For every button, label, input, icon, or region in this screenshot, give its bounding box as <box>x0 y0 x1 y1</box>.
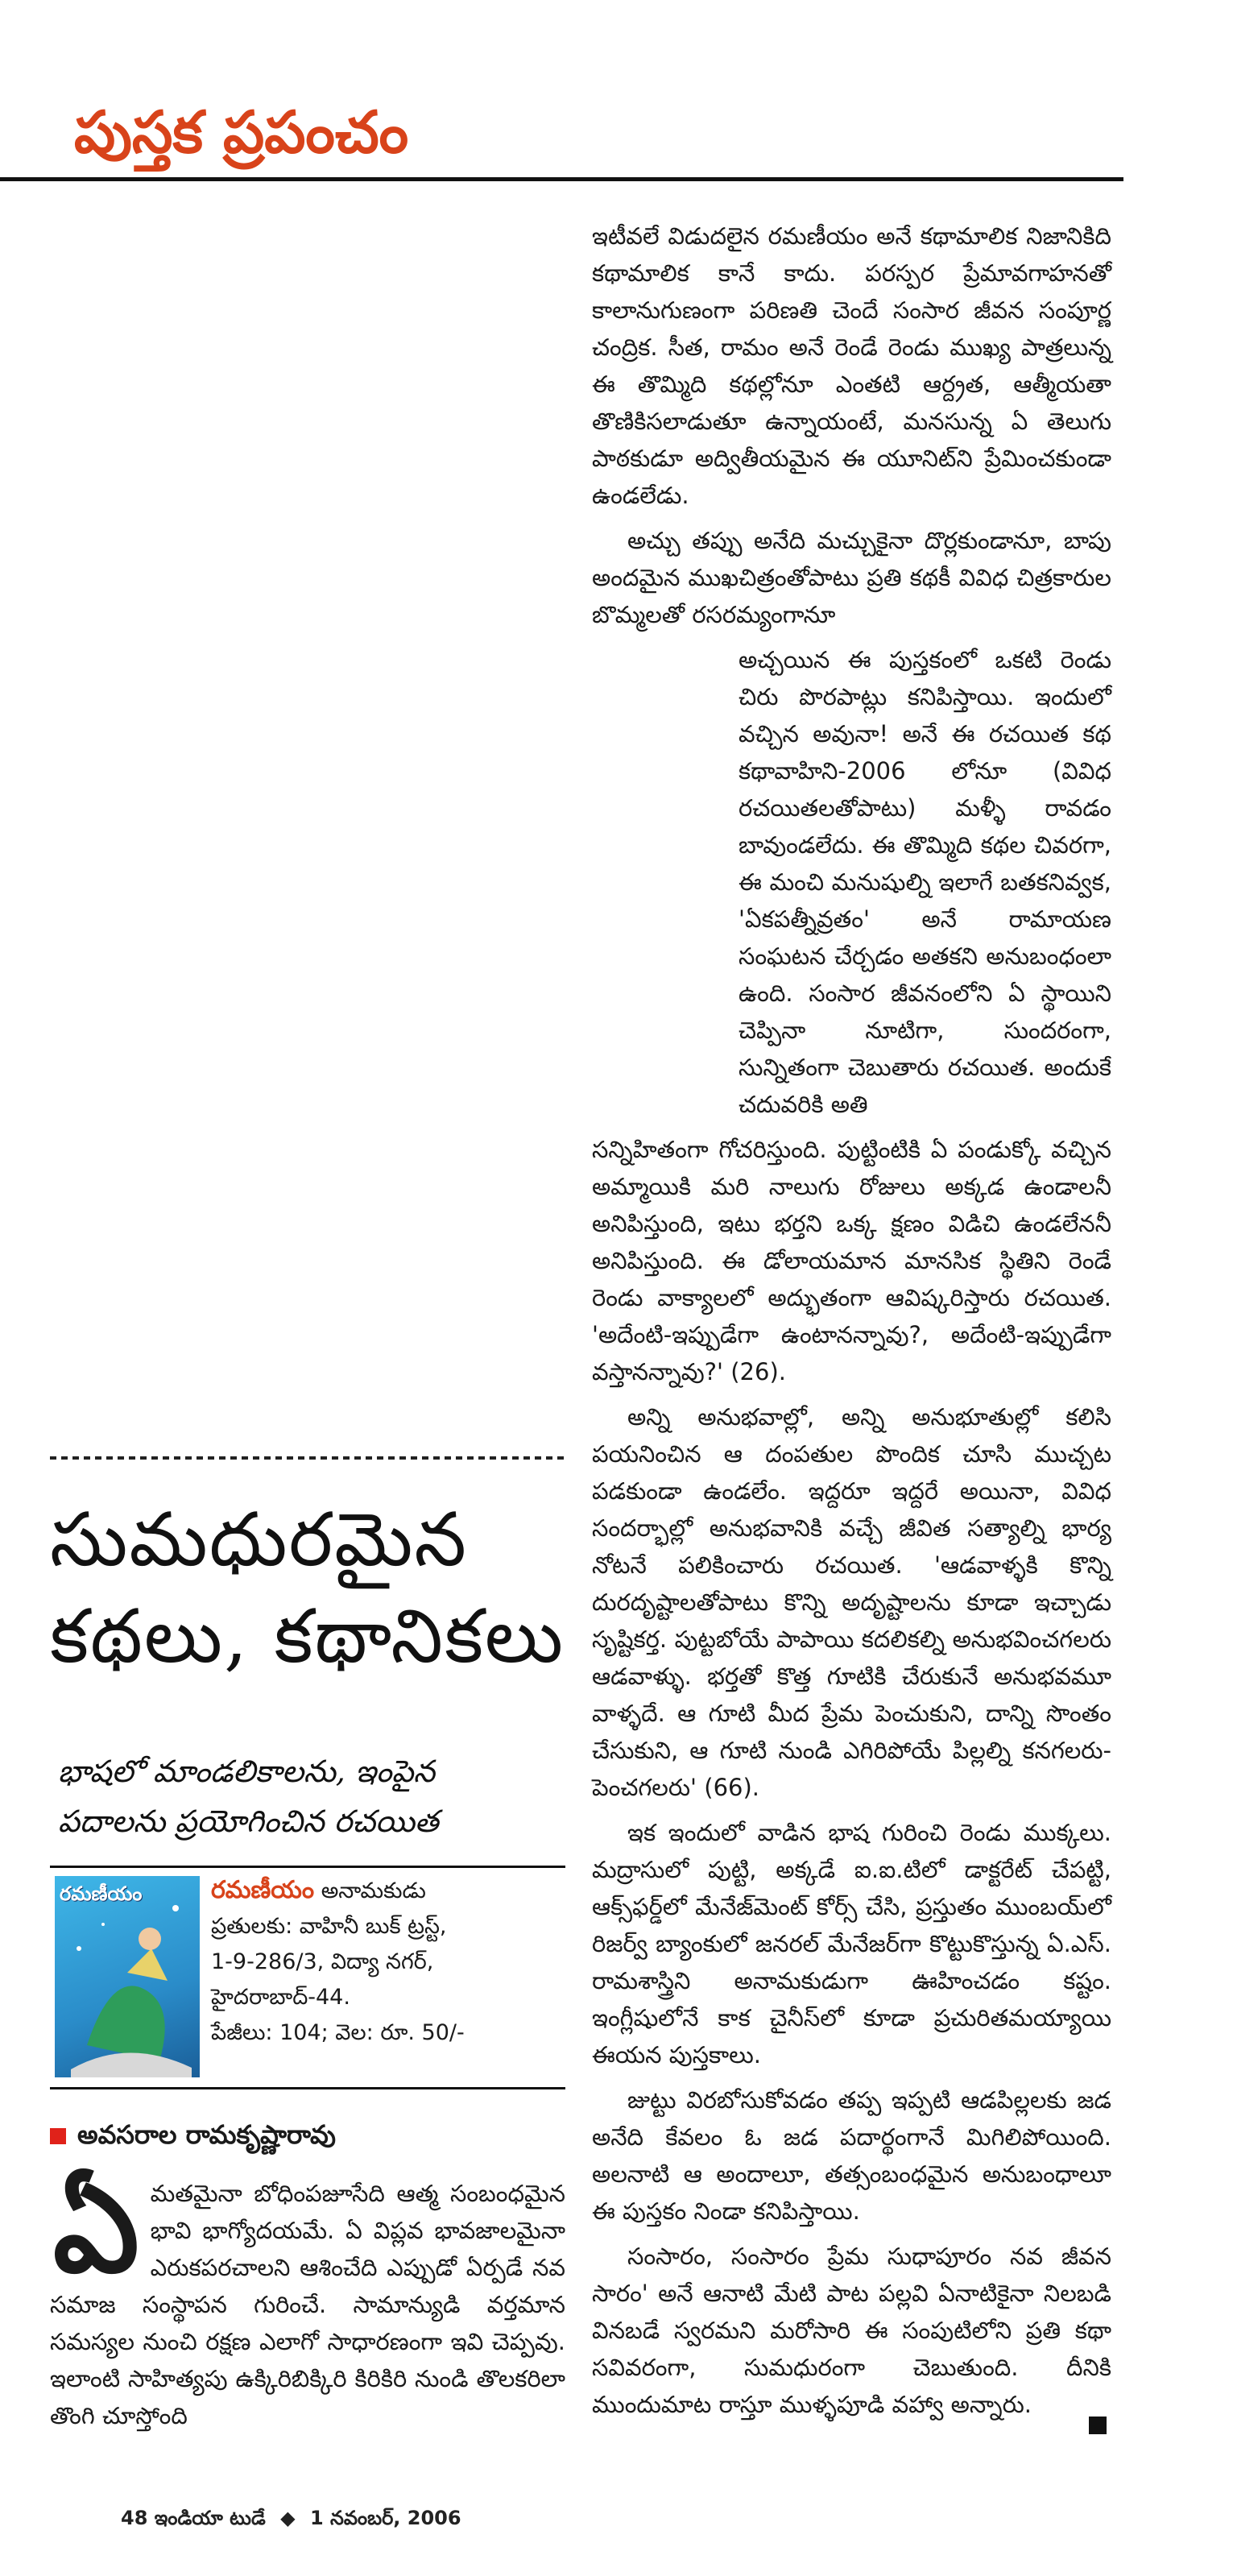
book-cover-image <box>55 1876 200 2077</box>
paragraph-6: ఇక ఇందులో వాడిన భాష గురించి రెండు ముక్కలు. మద్రాసులో పుట్టి, అక్కడే ఐ.ఐ.టిలో డాక్టరేట్ చేపట్టి, ఆక్స్‌ఫర్డ్‌లో మేనేజ్‌మెంట్ కోర్స్ చేసి, ప్రస్తుతం ముంబయ్‌లో రిజర్వ్ బ్యాంకులో జనరల్ మేనేజర్‌గా కొట్టుకొస్తున్న ఏ.ఎస్. రామశాస్త్రిని అనామకుడుగా ఊహించడం కష్టం. ఇంగ్లీషులోనే కాక చైనీస్‌లో కూడా ప్రచురితమయ్యాయి ఈయన పుస్తకాలు. <box>592 1819 1111 2069</box>
paragraph-4: సన్నిహితంగా గోచరిస్తుంది. పుట్టింటికి ఏ పండుక్కో వచ్చిన అమ్మాయికి మరి నాలుగు రోజులు అక్కడ ఉండాలనీ అనిపిస్తుంది, ఇటు భర్తని ఒక్క క్షణం విడిచి ఉండలేననీ అనిపిస్తుంది. ఈ డోలాయమాన మానసిక స్థితిని రెండే రెండు వాక్యాలలో అద్భుతంగా ఆవిష్కరిస్తారు రచయిత. 'అదేంటి-ఇప్పుడేగా ఉంటానన్నావు?, అదేంటి-ఇప్పుడేగా వస్తానన్నావు?' (26). <box>592 1136 1111 1385</box>
drop-cap: ఏ <box>53 2158 139 2300</box>
book-cover-title: రమణీయం <box>60 1882 143 1905</box>
section-title: పుస్తక ప్రపంచం <box>74 98 409 166</box>
book-address-2: హైదరాబాద్-44. <box>211 1985 350 2010</box>
book-address-1: 1-9-286/3, విద్యా నగర్, <box>211 1949 434 1974</box>
diamond-icon: ◆ <box>280 2507 296 2529</box>
magazine-name: ఇండియా టుడే <box>154 2507 266 2529</box>
page-footer <box>121 2507 461 2534</box>
paragraph-5: అన్ని అనుభవాల్లో, అన్ని అనుభూతుల్లో కలిసి పయనించిన ఆ దంపతుల పొందిక చూసి ముచ్చట పడకుండా ఉండలేం. ఇద్దరూ ఇద్దరే అయినా, వివిధ సందర్భాల్లో అనుభవానికి వచ్చే జీవిత సత్యాల్ని భార్య నోటనే పలికించారు రచయిత. 'ఆడవాళ్ళకి కొన్ని దురదృష్టాలతోపాటు కొన్ని అదృష్టాలను కూడా ఇచ్చాడు సృష్టికర్త. పుట్టబోయే పాపాయి కదలికల్ని అనుభవించగలరు ఆడవాళ్ళు. భర్తతో కొత్త గూటికి చేరుకునే అనుభవమూ వాళ్ళదే. ఆ గూటి మీద ప్రేమ పెంచుకుని, దాన్ని సొంతం చేసుకుని, ఆ గూటి నుండి ఎగిరిపోయే పిల్లల్ని కనగలరు-పెంచగలరు' (66). <box>592 1403 1111 1801</box>
headline-line-2: కథలు, కథానికలు <box>50 1593 565 1679</box>
cover-illustration <box>55 1876 200 2077</box>
book-pages-price: పేజీలు: 104; వెల: రూ. 50/- <box>211 2020 465 2045</box>
end-mark-icon <box>1089 2417 1107 2434</box>
book-author: అనామకుడు <box>321 1878 426 1903</box>
subheadline <box>58 1746 557 1846</box>
header-rule <box>0 177 1123 181</box>
subhead-line-1: భాషలో మాండలికాలను, ఇంపైన <box>58 1754 436 1789</box>
subhead-line-2: పదాలను ప్రయోగించిన రచయిత <box>58 1804 439 1839</box>
headline-line-1: సుమధురమైన <box>50 1497 469 1583</box>
paragraph-8: సంసారం, సంసారం ప్రేమ సుధాపూరం నవ జీవన సారం' అనే ఆనాటి మేటి పాట పల్లవి ఏనాటికైనా నిలబడి వినబడే స్వరమని మరోసారి ఈ సంపుటిలోని ప్రతి కథా సవివరంగా, సుమధురంగా చెబుతుంది. దీనికి ముందుమాట రాస్తూ ముళ్ళపూడి వహ్వా అన్నారు. <box>592 2243 1111 2418</box>
paragraph-7: జుట్టు విరబోసుకోవడం తప్ప ఇప్పటి ఆడపిల్లలకు జడ అనేది కేవలం ఓ జడ పదార్థంగానే మిగిలిపోయింది. అలనాటి ఆ అందాలూ, తత్సంబంధమైన అనుబంధాలూ ఈ పుస్తకం నిండా కనిపిస్తాయి. <box>592 2086 1111 2225</box>
paragraph-3: అచ్చయిన ఈ పుస్తకంలో ఒకటి రెండు చిరు పొరపాట్లు కనిపిస్తాయి. ఇందులో వచ్చిన అవునా! అనే ఈ రచయిత కథ కథావాహిని-2006 లోనూ (వివిధ రచయితలతోపాటు) మళ్ళీ రావడం బావుండలేదు. ఈ తొమ్మిది కథల చివరగా, ఈ మంచి మనుషుల్ని ఇలాగే బతకనివ్వక, 'ఏకపత్నీవ్రతం' అనే రామాయణ సంఘటన చేర్చడం అతకని అనుబంధంలా ఉంది. సంసార జీవనంలోని ఏ స్థాయిని చెప్పినా నూటిగా, సుందరంగా, సున్నితంగా చెబుతారు రచయిత. అందుకే చదువరికి అతి <box>739 646 1111 1118</box>
article-right-column <box>592 217 1111 2431</box>
book-details <box>211 1873 559 2051</box>
bullet-square-icon <box>50 2128 66 2144</box>
book-title: రమణీయం <box>211 1876 315 1904</box>
feature-divider <box>50 1456 565 1460</box>
paragraph-1: ఇటీవలే విడుదలైన రమణీయం అనే కథామాలిక నిజానికిది కథామాలిక కానే కాదు. పరస్పర ప్రేమావగాహనతో కాలానుగుణంగా పరిణతి చెందే సంసార జీవన సంపూర్ణ చంద్రిక. సీత, రామం అనే రెండే రెండు ముఖ్య పాత్రలున్న ఈ తొమ్మిది కథల్లోనూ ఎంతటి ఆర్ద్రత, ఆత్మీయతా తొణికిసలాడుతూ ఉన్నాయంటే, మనసున్న ఏ తెలుగు పాఠకుడూ అద్వితీయమైన ఈ యూనిట్‌ని ప్రేమించకుండా ఉండలేడు. <box>592 222 1111 509</box>
book-info-box <box>50 1866 565 2089</box>
issue-date: 1 నవంబర్, 2006 <box>309 2507 461 2529</box>
byline <box>50 2118 565 2151</box>
page-number: 48 <box>121 2507 148 2529</box>
book-publisher: ప్రతులకు: వాహినీ బుక్ ట్రస్ట్, <box>211 1914 447 1939</box>
paragraph-2: అచ్చు తప్పు అనేది మచ్చుకైనా దొర్లకుండానూ, బాపు అందమైన ముఖచిత్రంతోపాటు ప్రతి కథకీ వివిధ చిత్రకారుల బొమ్మలతో రసరమ్యంగానూ <box>592 527 1111 628</box>
headline <box>50 1492 565 1685</box>
left-body-text: మతమైనా బోధింపజూసేది ఆత్మ సంబంధమైన భావి భాగ్యోదయమే. ఏ విప్లవ భావజాలమైనా ఎరుకపరచాలని ఆశించేది ఎప్పుడో ఏర్పడే నవ సమాజ సంస్థాపన గురించే. సామాన్యుడి వర్తమాన సమస్యల నుంచి రక్షణ ఎలాగో సాధారణంగా ఇవి చెప్పవు. ఇలాంటి సాహిత్యపు ఉక్కిరిబిక్కిరి కిరికిరి నుండి తొలకరిలా తొంగి చూస్తోంది <box>50 2180 565 2429</box>
article-left-column <box>50 2158 565 2434</box>
byline-name: అవసరాల రామకృష్ణారావు <box>77 2119 336 2150</box>
